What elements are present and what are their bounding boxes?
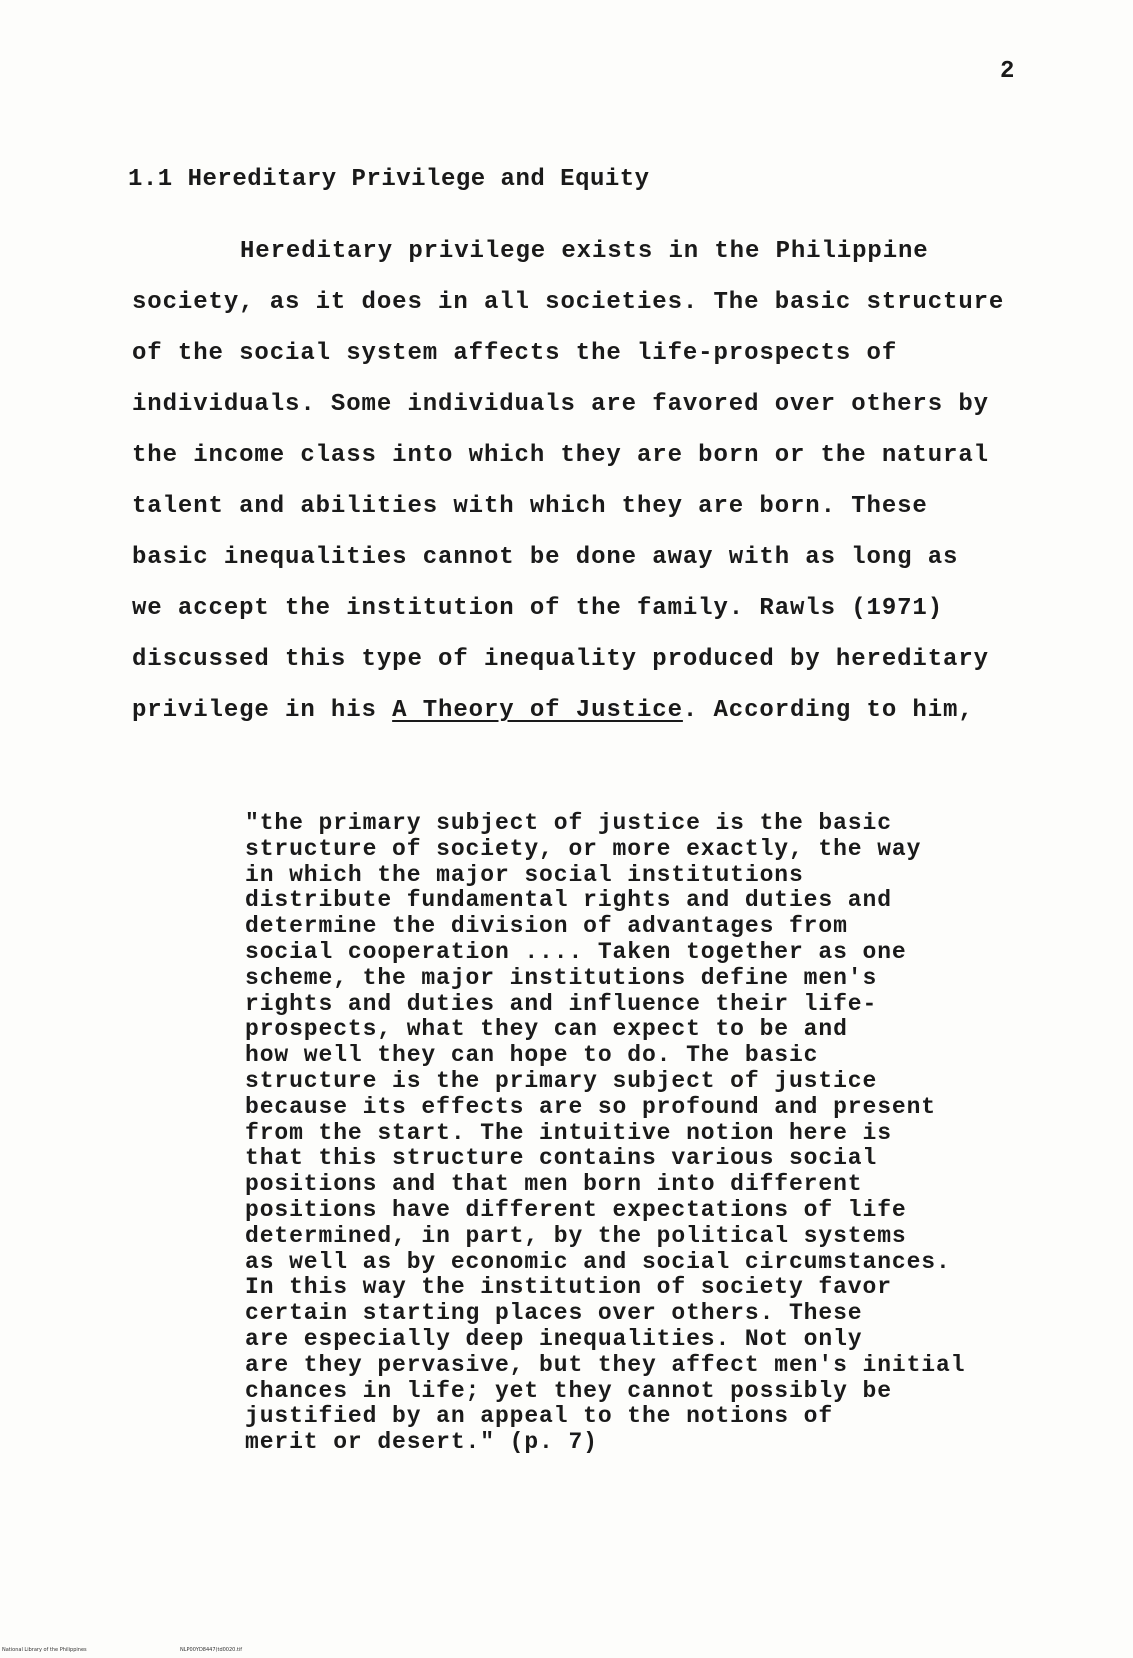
quote-line: structure of society, or more exactly, the way: [245, 835, 922, 862]
quote-line: certain starting places over others. These: [245, 1300, 863, 1327]
body-line-text: . According to him,: [682, 697, 974, 724]
footer-file-id: NLP00YD8447(td0020.tif: [180, 1647, 243, 1653]
body-line: the income class into which they are born or the natural: [132, 442, 989, 469]
quote-line: rights and duties and influence their life-: [245, 990, 878, 1017]
quote-line: are especially deep inequalities. Not only: [245, 1326, 863, 1352]
body-line-text: privilege in his: [132, 697, 393, 724]
quote-line: positions and that men born into different: [245, 1171, 863, 1198]
quote-line: in which the major social institutions: [245, 861, 804, 888]
page-number: 2: [1000, 58, 1015, 85]
quote-line: as well as by economic and social circumstances.: [245, 1248, 951, 1275]
quote-line: distribute fundamental rights and duties and: [245, 887, 892, 914]
body-line: individuals. Some individuals are favored over others by: [132, 391, 989, 418]
body-line: talent and abilities with which they are born. These: [132, 493, 928, 520]
quote-line: from the start. The intuitive notion here is: [245, 1119, 892, 1146]
quote-line: In this way the institution of society favor: [245, 1274, 892, 1301]
book-title: A Theory of Justice: [392, 697, 683, 724]
body-line: Hereditary privilege exists in the Philippine: [240, 238, 929, 265]
body-line: society, as it does in all societies. The basic structure: [132, 289, 1005, 316]
footer-library: National Library of the Philippines: [2, 1647, 87, 1653]
quote-line: prospects, what they can expect to be and: [245, 1016, 848, 1043]
quote-line: determined, in part, by the political systems: [245, 1222, 907, 1249]
quote-line: structure is the primary subject of justice: [245, 1068, 878, 1094]
quote-line: merit or desert." (p. 7): [245, 1429, 598, 1456]
quote-line: justified by an appeal to the notions of: [245, 1403, 834, 1430]
body-line: basic inequalities cannot be done away with as long as: [132, 544, 959, 571]
quote-line: chances in life; yet they cannot possibly be: [245, 1377, 892, 1404]
body-line: [132, 697, 974, 724]
body-line: of the social system affects the life-prospects of: [132, 340, 898, 367]
body-line: discussed this type of inequality produced by hereditary: [132, 646, 989, 673]
quote-line: social cooperation .... Taken together as one: [245, 939, 907, 965]
body-line: we accept the institution of the family. Rawls (1971): [132, 595, 944, 622]
quote-line: are they pervasive, but they affect men's initial: [245, 1351, 966, 1378]
quote-line: "the primary subject of justice is the basic: [245, 810, 892, 836]
quote-line: scheme, the major institutions define men's: [245, 964, 878, 991]
quote-line: because its effects are so profound and present: [245, 1093, 937, 1120]
section-heading: 1.1 Hereditary Privilege and Equity: [128, 166, 650, 193]
quote-line: positions have different expectations of life: [245, 1197, 907, 1223]
quote-line: that this structure contains various social: [245, 1145, 878, 1172]
quote-line: how well they can hope to do. The basic: [245, 1042, 819, 1069]
quote-line: determine the division of advantages from: [245, 913, 848, 940]
